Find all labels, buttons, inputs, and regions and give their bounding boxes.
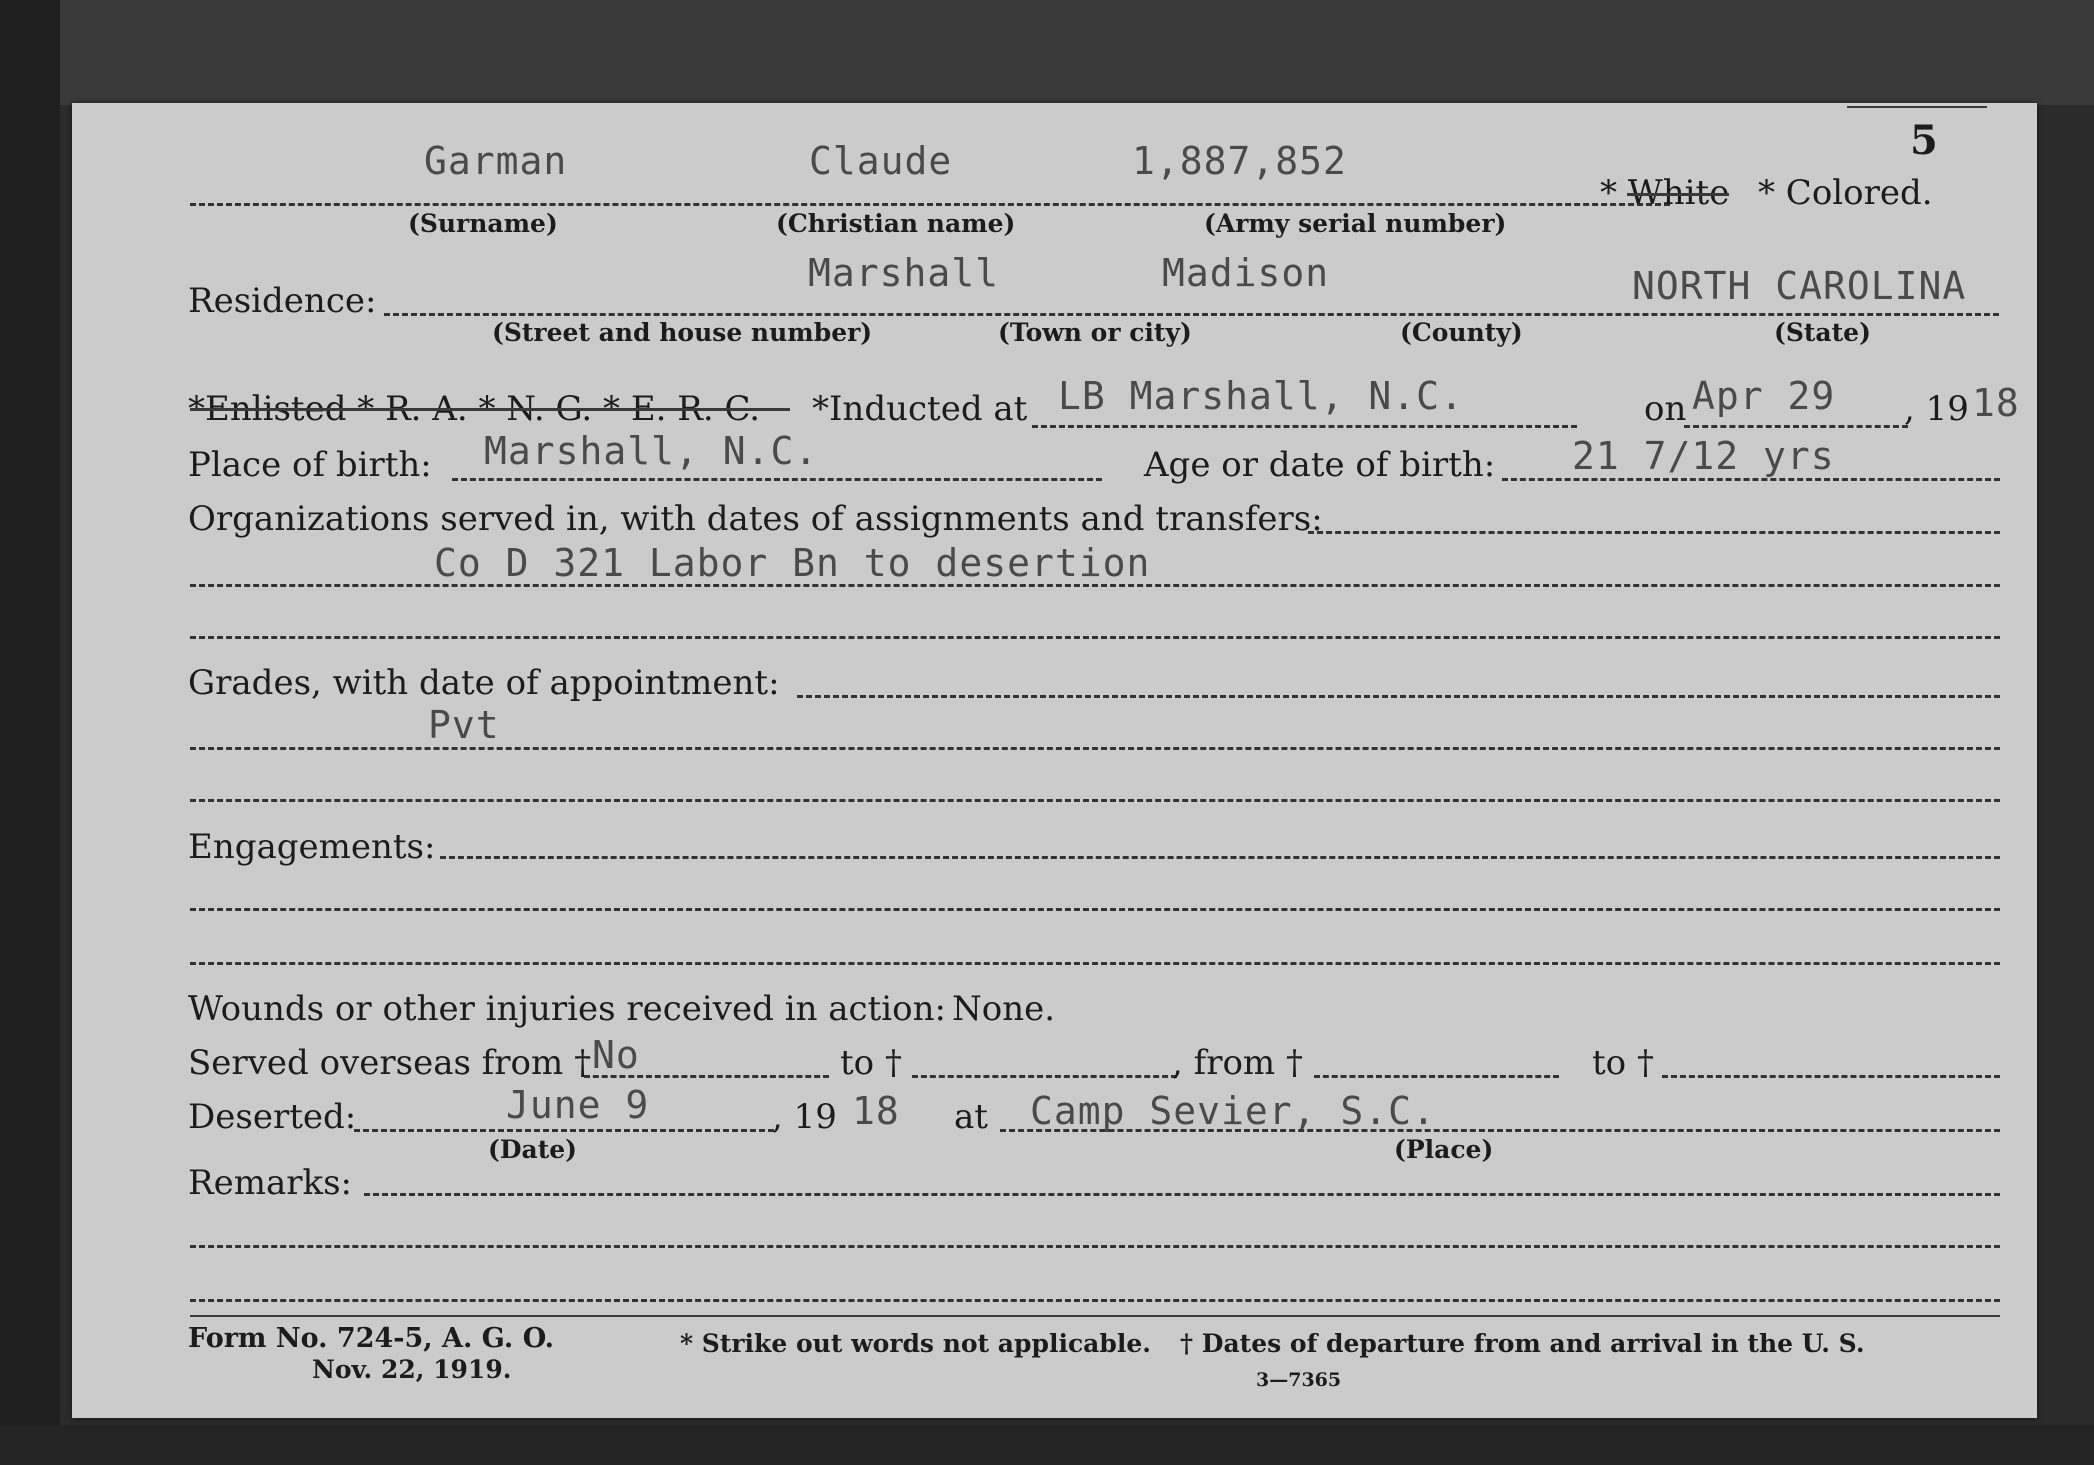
service-record-card — [72, 103, 2037, 1418]
inducted-place-value: LB Marshall, N.C. — [1058, 374, 1464, 418]
town-caption: (Town or city) — [998, 318, 1192, 347]
induction-year-prefix: , 19 — [1904, 389, 1969, 429]
induction-date-value: Apr 29 — [1692, 374, 1836, 418]
card-number: 5 — [1910, 117, 1938, 164]
strike-note: * Strike out words not applicable. — [680, 1329, 1151, 1358]
deserted-place-caption: (Place) — [1394, 1135, 1494, 1164]
remarks-line-2 — [190, 1245, 2000, 1248]
footer-rule — [190, 1315, 2000, 1317]
organizations-entry: Co D 321 Labor Bn to desertion — [434, 541, 1151, 585]
grades-line-1 — [797, 695, 2000, 698]
engagements-line-3 — [190, 962, 2000, 965]
residence-county-value: Madison — [1162, 251, 1330, 295]
colored-label: * Colored. — [1758, 173, 1933, 213]
corner-rule — [1847, 106, 1987, 108]
deserted-at-label: at — [954, 1097, 988, 1137]
deserted-year-suffix: 18 — [852, 1089, 900, 1133]
inducted-line — [1032, 425, 1577, 428]
remarks-label: Remarks: — [188, 1163, 352, 1203]
overseas-label: Served overseas from † — [188, 1043, 592, 1083]
print-code: 3—7365 — [1256, 1369, 1342, 1391]
organizations-label: Organizations served in, with dates of assignments and transfers: — [188, 499, 1323, 539]
organizations-line-2 — [190, 584, 2000, 587]
deserted-label: Deserted: — [188, 1097, 357, 1137]
place-of-birth-label: Place of birth: — [188, 445, 432, 485]
background-bottom — [0, 1425, 2094, 1465]
surname-caption: (Surname) — [408, 209, 558, 238]
overseas-to-label: to † — [840, 1043, 902, 1083]
wounds-label: Wounds or other injuries received in action: — [188, 989, 946, 1029]
engagements-line-2 — [190, 908, 2000, 911]
residence-town-value: Marshall — [808, 251, 1000, 295]
deserted-place-line — [1000, 1129, 2000, 1132]
deserted-date-value: June 9 — [506, 1083, 650, 1127]
organizations-line-3 — [190, 636, 2000, 639]
form-date: Nov. 22, 1919. — [312, 1355, 512, 1384]
grades-label: Grades, with date of appointment: — [188, 663, 780, 703]
remarks-line-3 — [190, 1299, 2000, 1302]
overseas-to2-label: to † — [1592, 1043, 1654, 1083]
serial-number-value: 1,887,852 — [1132, 139, 1347, 183]
surname-value: Garman — [424, 139, 568, 183]
overseas-to2-line — [1662, 1075, 2000, 1078]
state-caption: (State) — [1774, 318, 1871, 347]
engagements-label: Engagements: — [188, 827, 436, 867]
residence-label: Residence: — [188, 281, 377, 321]
place-of-birth-line — [452, 478, 1102, 481]
dates-note: † Dates of departure from and arrival in the U. S. — [1180, 1329, 1865, 1358]
place-of-birth-value: Marshall, N.C. — [484, 429, 819, 473]
enlisted-strike — [190, 408, 790, 411]
overseas-from2-label: , from † — [1172, 1043, 1303, 1083]
age-label: Age or date of birth: — [1144, 445, 1496, 485]
form-number: Form No. 724-5, A. G. O. — [188, 1323, 555, 1354]
enlisted-struck-text: *Enlisted * R. A. * N. G. * E. R. C. — [188, 389, 761, 429]
wounds-value: None. — [952, 989, 1056, 1029]
overseas-from-value: No — [592, 1033, 640, 1077]
remarks-line-1 — [364, 1193, 2000, 1196]
residence-line — [384, 313, 1999, 316]
overseas-from-line — [584, 1075, 829, 1078]
background-top — [0, 0, 2094, 105]
organizations-line-1 — [1308, 531, 2000, 534]
deserted-date-caption: (Date) — [488, 1135, 577, 1164]
grades-line-3 — [190, 799, 2000, 802]
overseas-from2-line — [1314, 1075, 1559, 1078]
grades-entry: Pvt — [428, 703, 500, 747]
deserted-year-prefix: , 19 — [772, 1097, 837, 1137]
on-label: on — [1644, 389, 1687, 429]
overseas-to-line — [912, 1075, 1177, 1078]
engagements-line-1 — [440, 856, 2000, 859]
induction-date-line — [1684, 425, 1908, 428]
christian-caption: (Christian name) — [776, 209, 1016, 238]
header-line — [190, 203, 1670, 206]
christian-name-value: Claude — [809, 139, 953, 183]
county-caption: (County) — [1400, 318, 1523, 347]
inducted-label: *Inducted at — [812, 389, 1028, 429]
age-value: 21 7/12 yrs — [1572, 434, 1835, 478]
serial-caption: (Army serial number) — [1204, 209, 1507, 238]
background-left — [0, 0, 60, 1465]
residence-state-value: NORTH CAROLINA — [1632, 264, 1967, 308]
deserted-place-value: Camp Sevier, S.C. — [1030, 1089, 1436, 1133]
street-caption: (Street and house number) — [492, 318, 873, 347]
deserted-date-line — [354, 1129, 774, 1132]
induction-year-suffix: 18 — [1972, 381, 2020, 425]
grades-line-2 — [190, 747, 2000, 750]
age-line — [1502, 478, 2000, 481]
white-strike — [1627, 193, 1729, 196]
white-label: * White — [1600, 173, 1730, 213]
